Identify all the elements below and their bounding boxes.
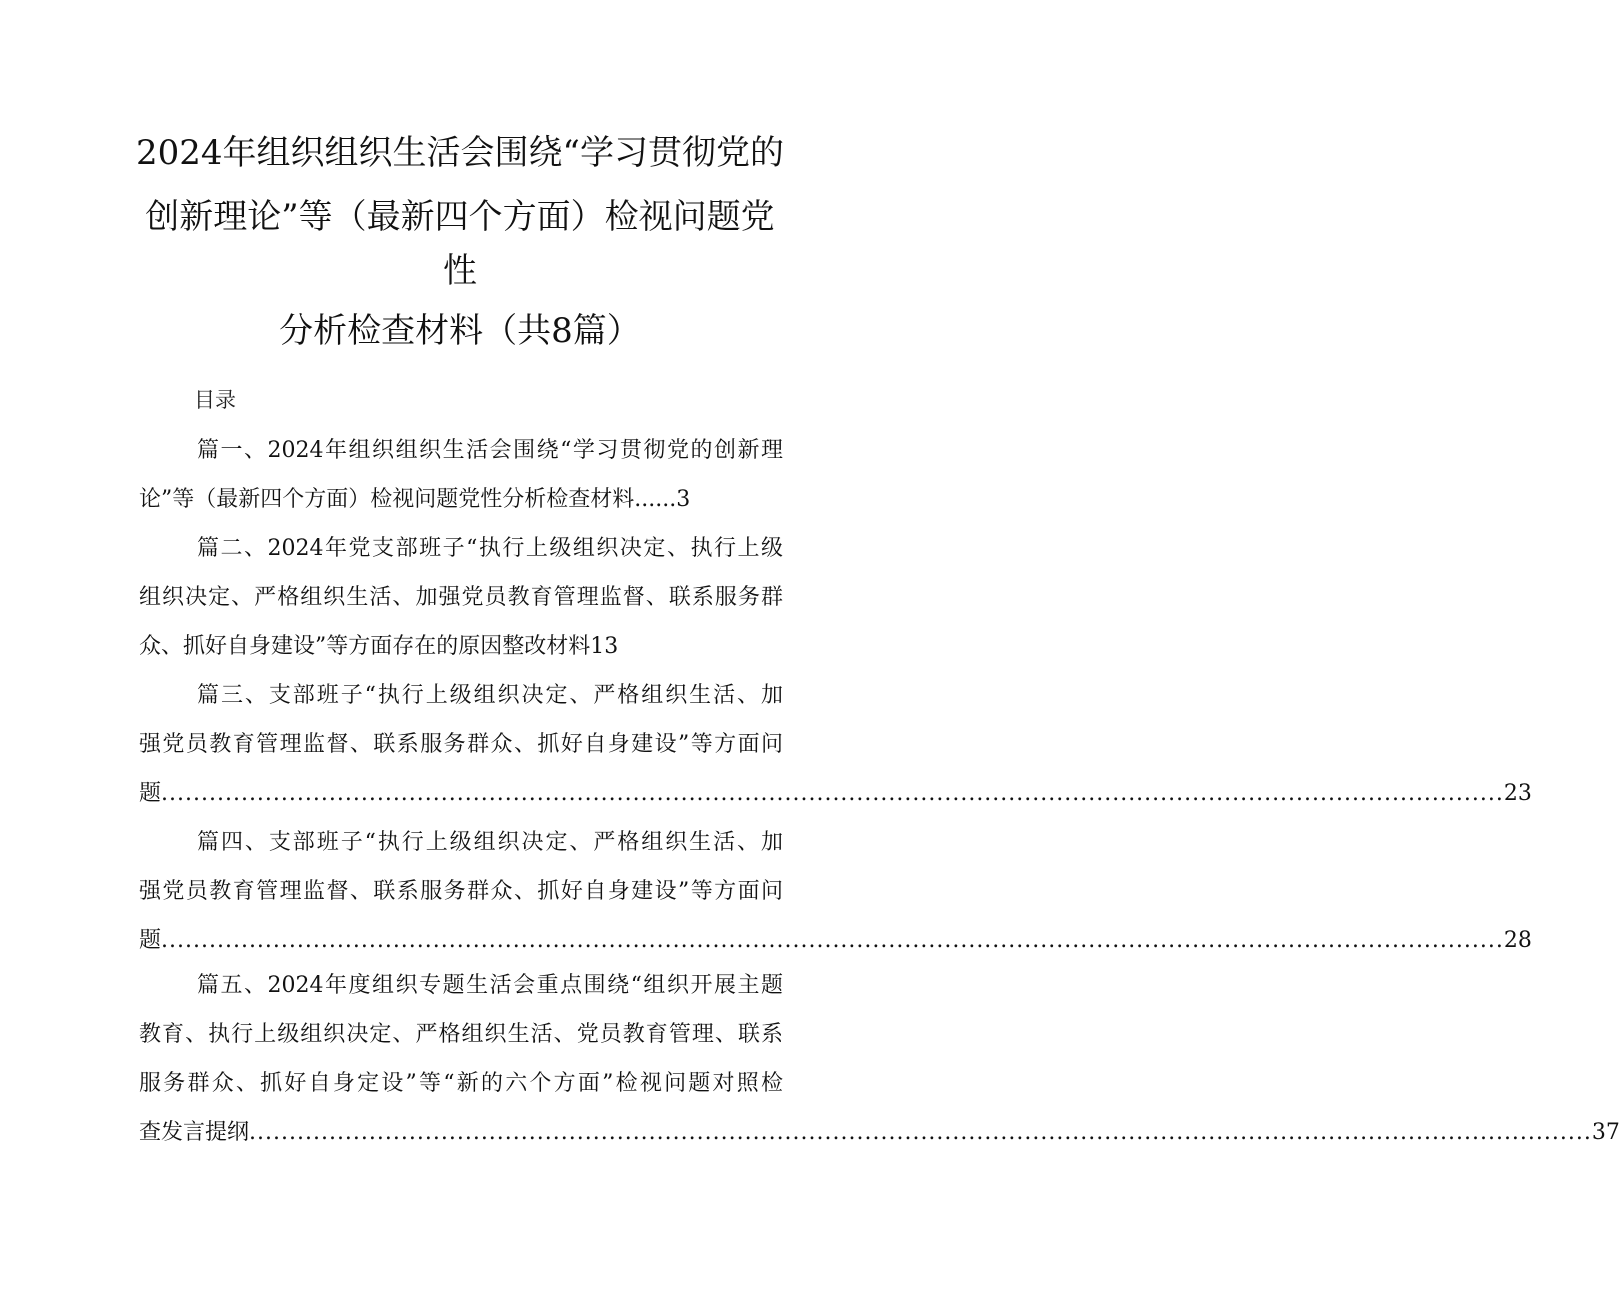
dot-leader: ........................................................................................................................................................................ <box>161 781 1504 806</box>
toc-entry-3-line-2[interactable]: 强党员教育管理监督、联系服务群众、抓好自身建设”等方面问 <box>139 732 783 757</box>
toc-entry-2-line-1[interactable]: 篇二、2024年党支部班子“执行上级组织决定、执行上级 <box>197 536 783 561</box>
document-title-line-1: 2024年组织组织生活会围绕“学习贯彻党的 <box>136 133 784 173</box>
toc-entry-1-line-2[interactable]: 论”等（最新四个方面）检视问题党性分析检查材料......3 <box>139 487 691 512</box>
document-title-line-4: 分析检查材料（共8篇） <box>279 311 641 351</box>
toc-entry-4-line-3[interactable] <box>139 925 1532 957</box>
toc-heading: 目录 <box>194 388 236 412</box>
document-title-line-2: 创新理论”等（最新四个方面）检视问题党 <box>145 197 775 237</box>
dot-leader: ........................................................................................................................................................................ <box>249 1120 1592 1145</box>
toc-entry-1-line-1[interactable]: 篇一、2024年组织组织生活会围绕“学习贯彻党的创新理 <box>197 438 783 463</box>
toc-entry-3-page-number: 23 <box>1503 781 1532 806</box>
toc-entry-3-text: 题 <box>139 781 162 806</box>
toc-entry-5-text: 查发言提纲 <box>139 1120 250 1145</box>
toc-entry-2-line-3[interactable]: 众、抓好自身建设”等方面存在的原因整改材料13 <box>139 634 619 659</box>
toc-entry-5-line-1[interactable]: 篇五、2024年度组织专题生活会重点围绕“组织开展主题 <box>197 973 783 998</box>
toc-entry-4-page-number: 28 <box>1503 928 1532 953</box>
toc-entry-3-line-1[interactable]: 篇三、支部班子“执行上级组织决定、严格组织生活、加 <box>197 683 783 708</box>
dot-leader: ........................................................................................................................................................................ <box>161 928 1504 953</box>
toc-entry-5-line-4[interactable] <box>139 1117 1620 1149</box>
toc-entry-4-text: 题 <box>139 928 162 953</box>
toc-entry-5-page-number: 37 <box>1591 1120 1620 1145</box>
toc-entry-4-line-1[interactable]: 篇四、支部班子“执行上级组织决定、严格组织生活、加 <box>197 830 783 855</box>
toc-entry-5-line-3[interactable]: 服务群众、抓好自身定设”等“新的六个方面”检视问题对照检 <box>139 1071 783 1096</box>
toc-entry-5-line-2[interactable]: 教育、执行上级组织决定、严格组织生活、党员教育管理、联系 <box>139 1022 783 1047</box>
document-title-line-3: 性 <box>443 251 477 291</box>
toc-entry-3-line-3[interactable] <box>139 778 1532 810</box>
toc-entry-4-line-2[interactable]: 强党员教育管理监督、联系服务群众、抓好自身建设”等方面问 <box>139 879 783 904</box>
toc-entry-2-line-2[interactable]: 组织决定、严格组织生活、加强党员教育管理监督、联系服务群 <box>139 585 783 610</box>
